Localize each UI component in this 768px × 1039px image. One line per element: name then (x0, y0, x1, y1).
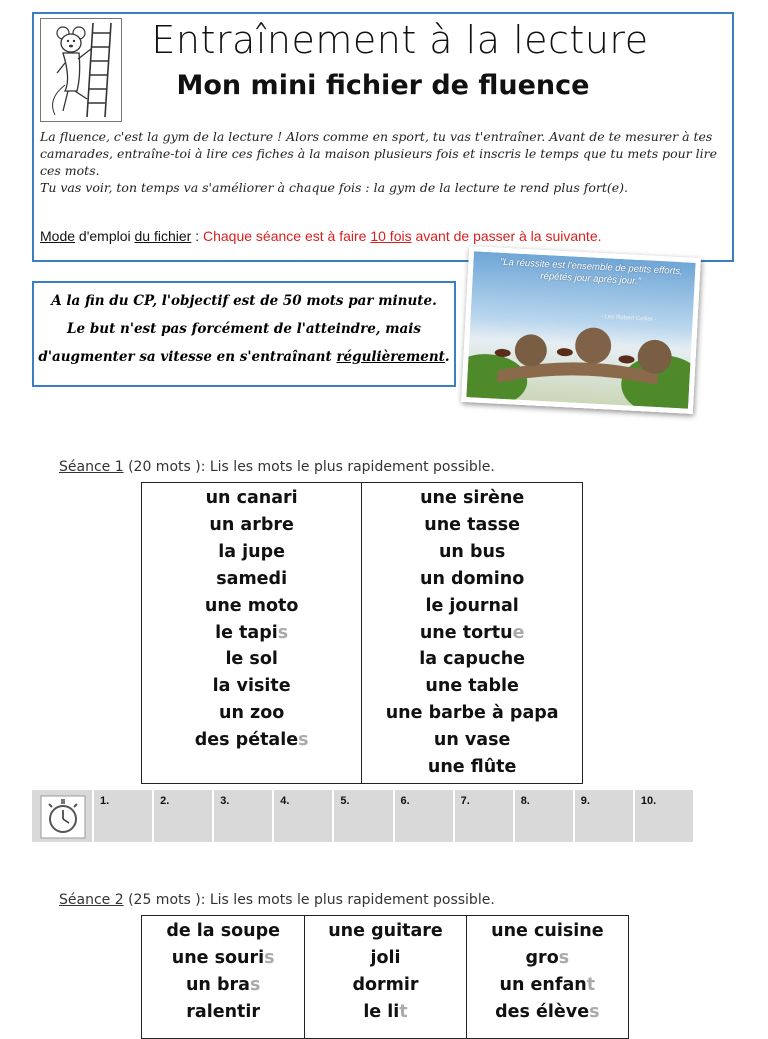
word-text: un zoo (219, 703, 285, 724)
word-text: un domino (420, 568, 525, 589)
seance-2-col-1 (142, 916, 305, 1039)
word-item (305, 918, 465, 945)
silent-letter: t (586, 974, 596, 995)
word-text: une table (425, 676, 519, 697)
word-text: un arbre (209, 514, 294, 535)
silent-letter: s (264, 947, 275, 968)
word-item (142, 646, 361, 673)
ants-motivation-photo (461, 246, 701, 414)
stopwatch-cell (32, 790, 92, 842)
usage-instructions (40, 228, 730, 244)
seance-1-word-table (141, 482, 583, 784)
word-text: gro (525, 947, 559, 968)
word-item (142, 512, 361, 539)
silent-letter: s (558, 947, 570, 968)
goal-line-2: Le but n'est pas forcément de l'atteindre, mais (67, 321, 421, 337)
word-item (142, 700, 361, 727)
word-text: samedi (216, 568, 288, 589)
seance-1-label: Séance 1 (59, 459, 124, 475)
word-text: une cuisine (491, 921, 604, 941)
word-item (142, 918, 304, 945)
time-slot-8[interactable]: 8. (513, 790, 573, 842)
mode-text-ten-times: 10 fois (370, 228, 412, 244)
word-item (142, 972, 304, 999)
word-item (142, 727, 361, 754)
word-item (142, 999, 304, 1026)
photo-quote-author: - Leo Robert Collier - (600, 314, 657, 323)
seance-2-heading (59, 892, 495, 908)
word-text: le journal (425, 595, 519, 616)
page-title: Entraînement à la lecture (151, 18, 649, 62)
word-item (362, 593, 582, 620)
word-item (305, 972, 465, 999)
seance-2-label: Séance 2 (59, 892, 124, 908)
silent-letter: s (589, 1001, 600, 1022)
word-text: une barbe à papa (385, 703, 559, 724)
word-item (467, 918, 628, 945)
word-item (362, 700, 582, 727)
seance-1-instruction: (20 mots ): Lis les mots le plus rapidement possible. (123, 459, 495, 475)
word-item (362, 485, 582, 512)
intro-text (40, 128, 730, 196)
time-slot-9[interactable]: 9. (573, 790, 633, 842)
time-slot-1[interactable]: 1. (92, 790, 152, 842)
word-text: une guitare (328, 921, 443, 941)
word-item (142, 945, 304, 972)
mode-label-emploi: d'emploi (75, 228, 135, 244)
mode-colon: : (191, 228, 203, 244)
mouse-ladder-illustration (40, 18, 122, 122)
silent-letter: s (298, 730, 309, 751)
mode-label-fichier: du fichier (134, 228, 192, 244)
word-text: un bus (438, 541, 506, 562)
word-item (467, 972, 628, 999)
word-text: une flûte (427, 757, 517, 778)
word-text: une souri (171, 947, 265, 968)
goal-text (36, 287, 452, 371)
seance-2-instruction: (25 mots ): Lis les mots le plus rapidement possible. (123, 892, 495, 908)
page-subtitle: Mon mini fichier de fluence (176, 70, 590, 101)
word-text: le sol (225, 649, 278, 670)
time-slot-4[interactable]: 4. (272, 790, 332, 842)
silent-letter: t (399, 1001, 408, 1022)
goal-line-3-regularly: régulièrement (336, 349, 445, 365)
ants-pushing-balls-icon (466, 251, 695, 408)
word-item (305, 999, 465, 1026)
word-item (142, 566, 361, 593)
word-item (362, 539, 582, 566)
word-item (362, 646, 582, 673)
word-text: une tasse (424, 514, 521, 535)
mode-text-a: Chaque séance est à faire (203, 228, 371, 244)
mode-label-mode: Mode (40, 228, 76, 244)
word-text: la visite (212, 676, 291, 697)
word-item (362, 754, 582, 781)
goal-line-3 (36, 343, 452, 371)
time-slot-5[interactable]: 5. (332, 790, 392, 842)
word-item (142, 539, 361, 566)
intro-paragraph-2: Tu vas voir, ton temps va s'améliorer à chaque fois : la gym de la lecture te rend plus fort(e). (40, 180, 629, 195)
word-text: un bra (185, 974, 250, 995)
seance-2-word-table (141, 915, 629, 1039)
seance-2-col-2 (305, 916, 466, 1039)
photo-quote: "La réussite est l'ensemble de petits efforts, répétés jour après jour." (499, 256, 684, 288)
time-slot-6[interactable]: 6. (393, 790, 453, 842)
word-item (362, 566, 582, 593)
goal-line-3a: d'augmenter sa vitesse en s'entraînant (38, 349, 337, 365)
word-text: un vase (433, 730, 511, 751)
goal-line-3c: . (444, 349, 450, 365)
word-item (362, 727, 582, 754)
word-text: des pétale (194, 730, 299, 751)
silent-letter: s (249, 974, 261, 995)
goal-line-1: A la fin du CP, l'objectif est de 50 mots par minute. (51, 293, 437, 309)
word-text: une sirène (420, 488, 525, 508)
seance-1-col-2 (362, 483, 583, 784)
word-item (142, 593, 361, 620)
word-item (142, 485, 361, 512)
word-item (142, 673, 361, 700)
word-text: le li (363, 1001, 400, 1022)
word-text: des élève (495, 1001, 590, 1022)
seance-2-col-3 (466, 916, 628, 1039)
word-item (362, 512, 582, 539)
word-text: la jupe (218, 541, 286, 562)
silent-letter: s (277, 622, 289, 643)
silent-letter: e (512, 622, 525, 643)
time-slot-10[interactable]: 10. (633, 790, 693, 842)
word-item (305, 945, 465, 972)
seance-1-heading (59, 459, 495, 475)
word-item (467, 945, 628, 972)
word-text: dormir (352, 974, 419, 995)
word-text: une moto (204, 595, 299, 616)
word-text: ralentir (186, 1001, 261, 1022)
mode-text-c: avant de passer à la suivante. (411, 228, 602, 244)
word-item (362, 620, 582, 647)
word-text: joli (370, 947, 401, 968)
word-text: la capuche (419, 649, 526, 670)
word-text: de la soupe (166, 921, 280, 941)
time-slot-3[interactable]: 3. (212, 790, 272, 842)
word-text: une tortu (419, 622, 513, 643)
word-item (362, 673, 582, 700)
stopwatch-icon (32, 790, 92, 842)
word-text: un enfan (499, 974, 587, 995)
intro-paragraph-1: La fluence, c'est la gym de la lecture ! Alors comme en sport, tu vas t'entraîner. Avant de te mesurer à tes camarades, entraîne-toi à lire ces fiches à la maison plusieurs fois et inscris le temps que tu mets pour lire ces mots. (40, 129, 717, 178)
word-text: un canari (205, 488, 298, 508)
word-text: le tapi (215, 622, 278, 643)
word-item (467, 999, 628, 1026)
seance-1-col-1 (142, 483, 362, 784)
time-slot-7[interactable]: 7. (453, 790, 513, 842)
time-slot-2[interactable]: 2. (152, 790, 212, 842)
time-tracker-row (32, 790, 693, 842)
word-item (142, 620, 361, 647)
